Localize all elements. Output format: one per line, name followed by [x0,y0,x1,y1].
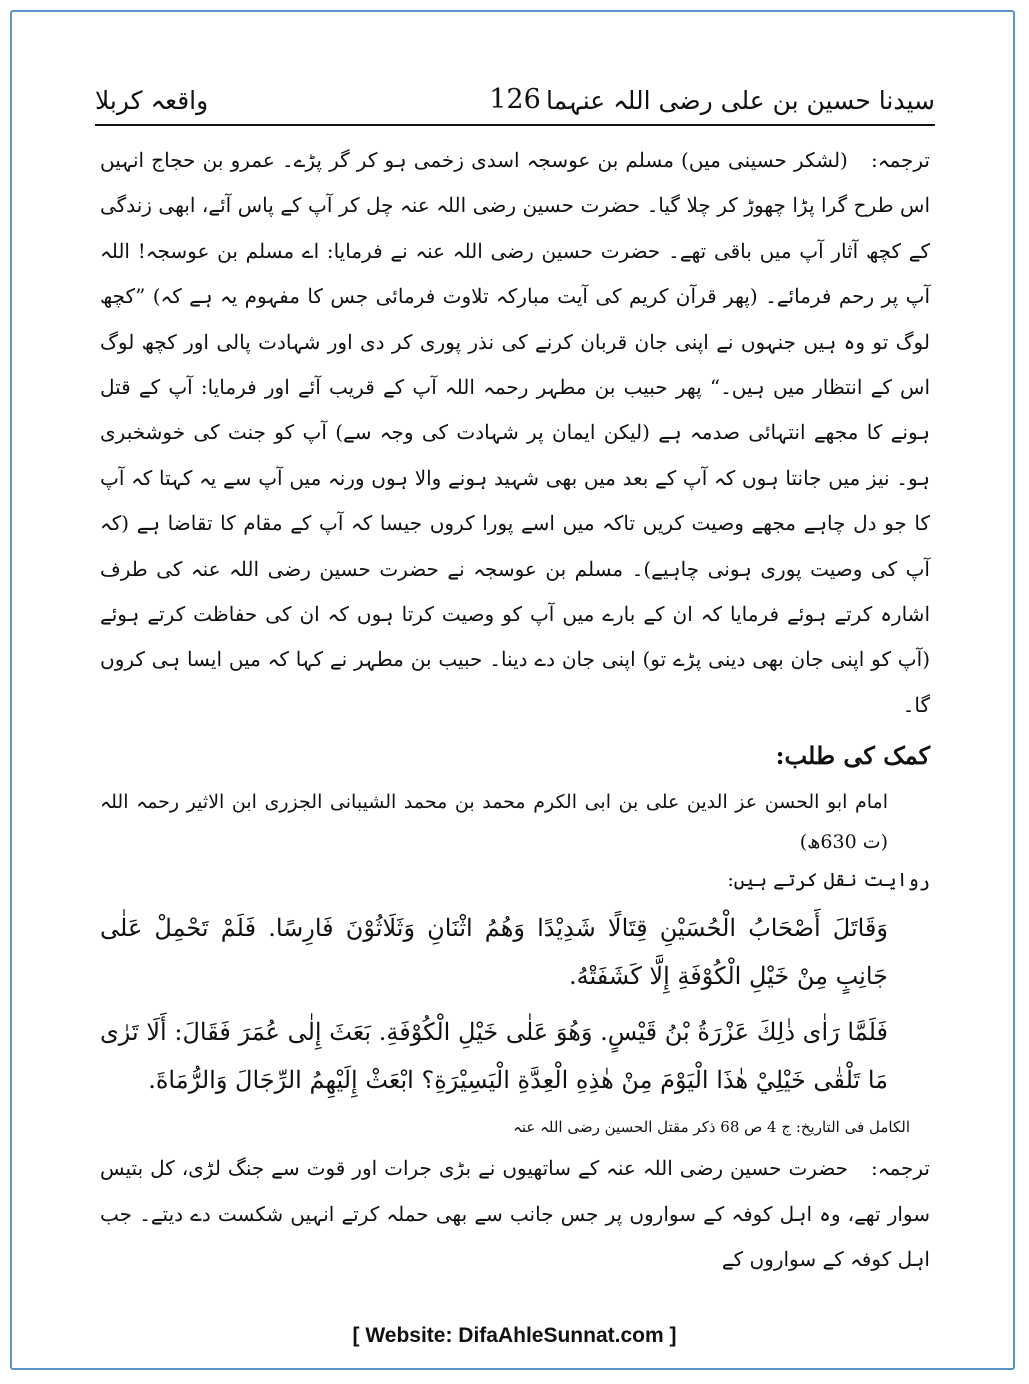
page-body [100,138,930,1283]
header-rule [95,124,935,126]
source-reference: الکامل فی التاریخ: ج 4 ص 68 ذکر مقتل الحسین رضی اللہ عنہ [513,1118,910,1137]
page-header [95,78,935,128]
website-footer: [ Website: DifaAhleSunnat.com ] [352,1324,677,1347]
arabic-text-1: وَقَاتَلَ أَصْحَابُ الْحُسَيْنِ قِتَالًا شَدِيْدًا وَهُمُ اثْنَانِ وَثَلَاثُوْنَ فَارِسًا. فَلَمْ تَحْمِلْ عَلٰى جَانِبٍ مِنْ خَيْلِ الْكُوْفَةِ إِلَّا كَشَفَتْهُ. [100,914,888,991]
page-number: 126 [489,84,541,115]
translation-label: ترجمہ: [871,148,930,172]
section-heading: کمک کی طلب: [775,741,930,771]
arabic-text-2: فَلَمَّا رَاٰى ذٰلِكَ عَزْرَةُ بْنُ قَيْسٍ. وَهُوَ عَلٰى خَيْلِ الْكُوْفَةِ. بَعَثَ إِلٰى عُمَرَ فَقَالَ: أَلَا تَرٰى مَا تَلْقٰى خَيْلِيْ هٰذَا الْيَوْمَ مِنْ هٰذِهِ الْعِدَّةِ الْيَسِيْرَةِ؟ ابْعَثْ إِلَيْهِمُ الرِّجَالَ وَالرُّمَاةَ. [100,1018,888,1095]
narrator-line-2: روایت نقل کرتے ہیں: [727,869,930,892]
translation-text: (لشکر حسینی میں) مسلم بن عوسجہ اسدی زخمی ہو کر گر پڑے۔ عمرو بن حجاج انہیں اس طرح گرا پڑا چھوڑ کر چلا گیا۔ حضرت حسین رضی اللہ عنہ چل کر آپ کے پاس آئے، ابھی زندگی کے کچھ آثار آپ میں باقی تھے۔ حضرت حسین رضی اللہ عنہ نے فرمایا: اے مسلم بن عوسجہ! اللہ آپ پر رحم فرمائے۔ (پھر قرآن کریم کی آیت مبارکہ تلاوت فرمائی جس کا مفہوم یہ ہے کہ) ”کچھ لوگ تو وہ ہیں جنہوں نے اپنی جان قربان کرنے کی نذر پوری کر دی اور شہادت پالی اور کچھ لوگ اس کے انتظار میں ہیں۔“ پھر حبیب بن مطہر رحمہ اللہ آپ کے قریب آئے اور فرمایا: آپ کے قتل ہونے کا مجھے انتہائی صدمہ ہے (لیکن ایمان پر شہادت کی وجہ سے) آپ کو جنت کی خوشخبری ہو۔ نیز میں جانتا ہوں کہ آپ کے بعد میں بھی شہید ہونے والا ہوں ورنہ میں آپ سے یہ کہتا کہ آپ کا جو دل چاہے مجھے وصیت کریں تاکہ میں اسے پورا کروں جیسا کہ آپ کے مقام کا تقاضا ہے (کہ آپ کی وصیت پوری ہونی چاہیے)۔ مسلم بن عوسجہ نے حضرت حسین رضی اللہ عنہ کی طرف اشارہ کرتے ہوئے فرمایا کہ ان کے بارے میں آپ کو وصیت کرتا ہوں کہ ان کی حفاظت کرتے ہوئے (آپ کو اپنی جان بھی دینی پڑے تو) اپنی جان دے دینا۔ حبیب بن مطہر نے کہا کہ میں ایسا ہی کروں گا۔ [100,148,931,717]
translation-paragraph-1 [100,138,930,728]
chapter-title: واقعہ کربلا [95,86,209,115]
translation-label-2: ترجمہ: [871,1156,930,1181]
narrator-line: امام ابو الحسن عز الدین علی بن ابی الکرم محمد بن محمد الشیبانی الجزری ابن الاثیر رحمہ اللہ (ت 630ھ) [100,791,888,854]
book-title: سیدنا حسین بن علی رضی اللہ عنہما [545,86,935,115]
translation-text-2: حضرت حسین رضی اللہ عنہ کے ساتھیوں نے بڑی جرات اور قوت سے جنگ لڑی، کل بتیس سوار تھے، وہ اہل کوفہ کے سواروں پر جس جانب سے بھی حملہ کرتے انہیں شکست دے دیتے۔ جب اہل کوفہ کے سواروں کے [100,1156,930,1272]
translation-paragraph-2 [100,1146,930,1282]
